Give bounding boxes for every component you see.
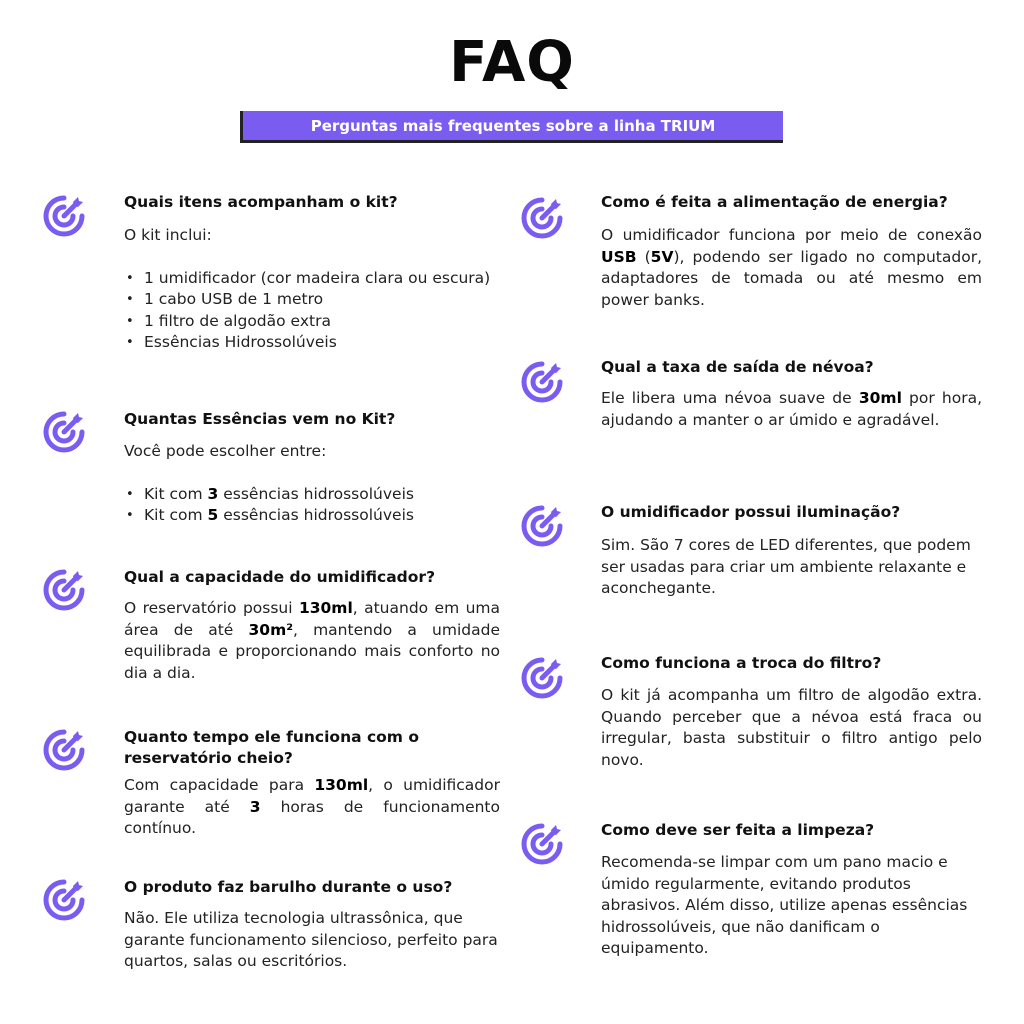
faq-question: Quanto tempo ele funciona com o reservatório cheio? xyxy=(124,728,419,767)
faq-answer: Sim. São 7 cores de LED diferentes, que podem ser usadas para criar um ambiente relaxante e aconchegante. xyxy=(601,536,971,597)
faq-question: Quais itens acompanham o kit? xyxy=(124,193,398,211)
faq-question: O produto faz barulho durante o uso? xyxy=(124,878,453,896)
faq-question: Qual a taxa de saída de névoa? xyxy=(601,358,874,376)
faq-answer: Ele libera uma névoa suave de 30ml por hora, ajudando a manter o ar úmido e agradável. xyxy=(601,389,982,429)
faq-answer xyxy=(124,441,500,527)
target-icon xyxy=(518,654,566,702)
target-icon xyxy=(40,566,88,614)
faq-answer: Com capacidade para 130ml, o umidificador garante até 3 horas de funcionamento contínuo. xyxy=(124,776,500,837)
faq-question: Quantas Essências vem no Kit? xyxy=(124,410,396,428)
faq-answer: Não. Ele utiliza tecnologia ultrassônica, que garante funcionamento silencioso, perfeito para quartos, salas ou escritórios. xyxy=(124,909,498,970)
faq-bullet-list xyxy=(124,268,500,354)
faq-answer-intro: O kit inclui: xyxy=(124,226,212,244)
list-item: • 1 filtro de algodão extra xyxy=(124,311,500,333)
faq-question: O umidificador possui iluminação? xyxy=(601,503,901,521)
list-item: • Kit com 3 essências hidrossolúveis xyxy=(124,484,500,506)
page-title: FAQ xyxy=(449,30,575,95)
faq-answer: O umidificador funciona por meio de conexão USB (5V), podendo ser ligado no computador, adaptadores de tomada ou até mesmo em power banks. xyxy=(601,226,982,309)
faq-answer: O reservatório possui 130ml, atuando em uma área de até 30m², mantendo a umidade equilibrada e proporcionando mais conforto no dia a dia. xyxy=(124,599,501,682)
target-icon xyxy=(518,502,566,550)
list-item: • Kit com 5 essências hidrossolúveis xyxy=(124,505,500,527)
list-item: • Essências Hidrossolúveis xyxy=(124,332,500,354)
target-icon xyxy=(40,408,88,456)
faq-question: Como deve ser feita a limpeza? xyxy=(601,821,875,839)
list-item: • 1 umidificador (cor madeira clara ou escura) xyxy=(124,268,500,290)
faq-question: Qual a capacidade do umidificador? xyxy=(124,568,436,586)
target-icon xyxy=(518,358,566,406)
target-icon xyxy=(518,194,566,242)
faq-bullet-list xyxy=(124,484,500,527)
faq-answer: Recomenda-se limpar com um pano macio e úmido regularmente, evitando produtos abrasivos. Além disso, utilize apenas essências hidrossolúveis, que não danificam o equipamento. xyxy=(601,853,968,957)
target-icon xyxy=(40,192,88,240)
subtitle-banner: Perguntas mais frequentes sobre a linha TRIUM xyxy=(240,111,783,143)
faq-question: Como é feita a alimentação de energia? xyxy=(601,193,948,211)
faq-question: Como funciona a troca do filtro? xyxy=(601,654,882,672)
target-icon xyxy=(40,876,88,924)
faq-answer-intro: Você pode escolher entre: xyxy=(124,442,327,460)
target-icon xyxy=(518,820,566,868)
target-icon xyxy=(40,726,88,774)
faq-answer: O kit já acompanha um filtro de algodão extra. Quando perceber que a névoa está fraca ou irregular, basta substituir o filtro antigo pelo novo. xyxy=(601,686,982,769)
faq-answer xyxy=(124,225,500,354)
list-item: • 1 cabo USB de 1 metro xyxy=(124,289,500,311)
